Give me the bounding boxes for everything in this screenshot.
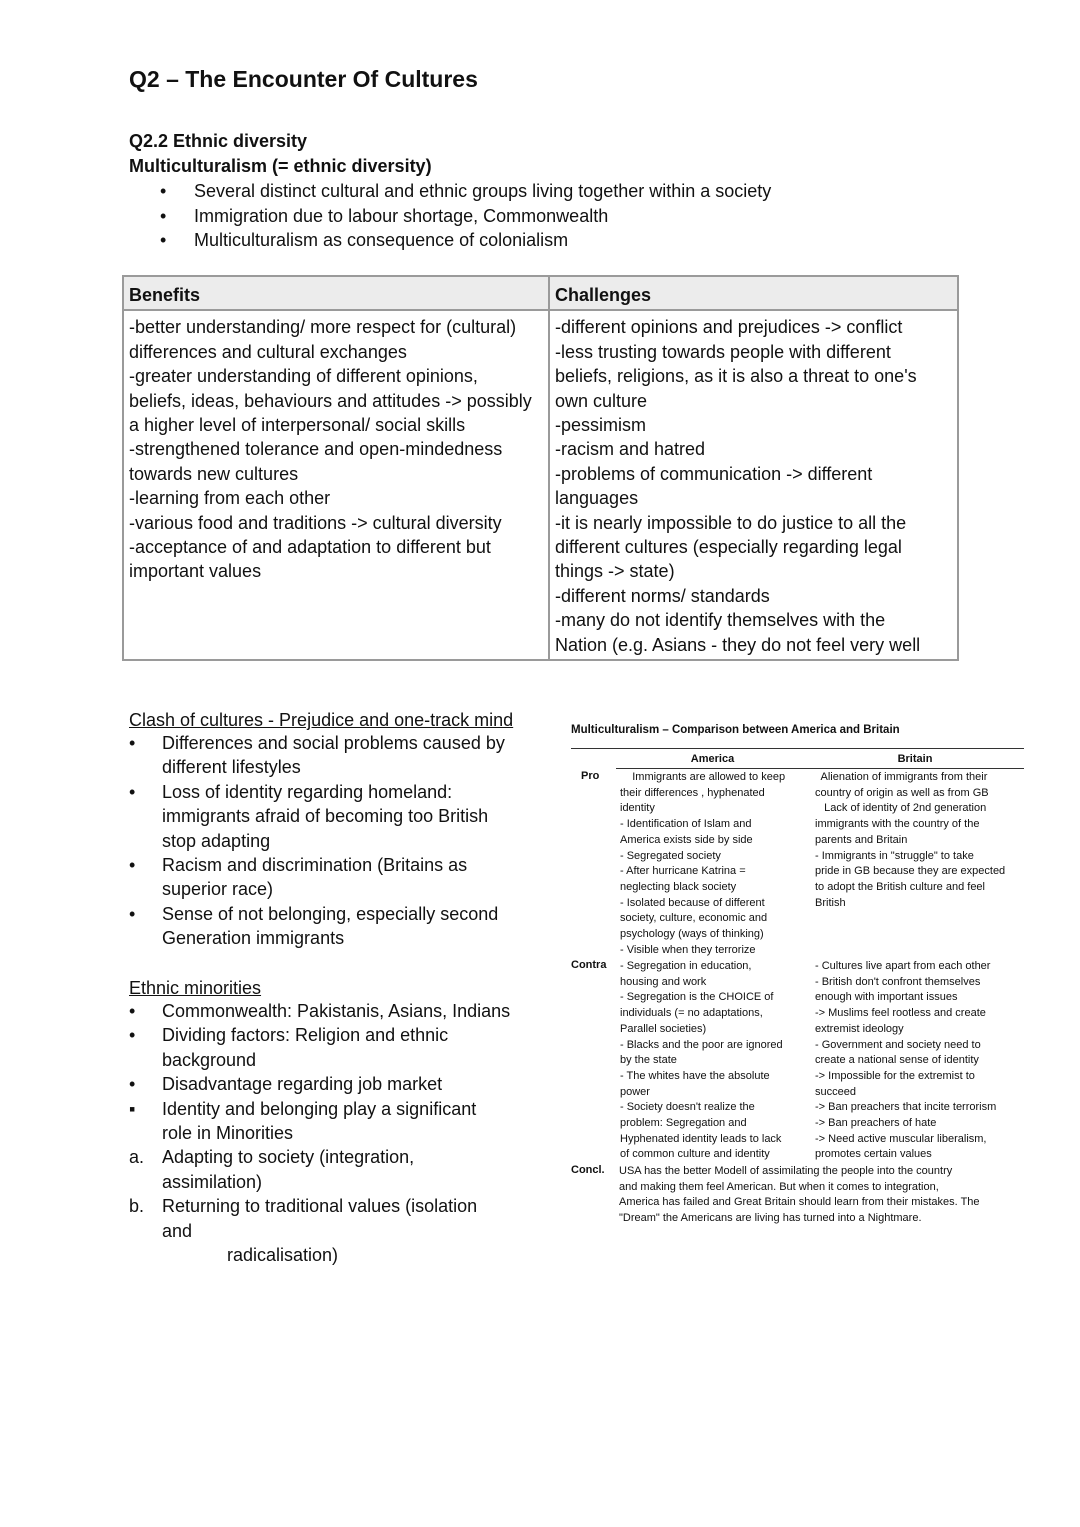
benefits-header: Benefits [123,276,549,310]
comparison-divider [571,748,1024,749]
text-line: languages [555,488,639,509]
text-line: Loss of identity regarding homeland: [162,781,453,802]
bullet-marker: • [129,855,136,876]
comparison-title: Multiculturalism – Comparison between America and Britain [571,724,900,736]
text-line: Identity and belonging play a significant [162,1098,477,1119]
text-line: superior race) [162,879,274,900]
list-item: • Immigration due to labour shortage, Commonwealth [160,204,834,229]
text-line: Disadvantage regarding job market [162,1074,443,1095]
clash-list [97,731,527,951]
text-line: Sense of not belonging, especially second [162,903,499,924]
list-item [97,999,527,1023]
text-line: Commonwealth: Pakistanis, Asians, Indians [162,1001,511,1021]
conclusion-cell [619,1164,980,1227]
contra-label: Contra [571,959,607,971]
text-line: -different opinions and prejudices -> conflict [555,317,903,338]
list-item [97,1023,527,1072]
bullet-marker: • [129,1025,136,1046]
section-subheading: Multiculturalism (= ethnic diversity) [129,156,432,176]
challenges-header: Challenges [549,276,958,310]
list-item: • Multiculturalism as consequence of colonialism [160,228,834,253]
page-title: Q2 – The Encounter Of Cultures [129,66,478,92]
text-line: differences and cultural exchanges [129,341,407,362]
list-item [97,780,527,853]
text-line: - Segregation is the CHOICE of [620,991,774,1004]
comparison-col-britain: Britain [897,753,933,765]
list-item: • Several distinct cultural and ethnic groups living together within a society [160,179,834,204]
text-line: enough with important issues [815,991,958,1004]
text-line: psychology (ways of thinking) [620,928,764,941]
text-line: -various food and traditions -> cultural diversity [129,512,502,533]
text-line: different lifestyles [162,757,301,778]
text-line: things -> state) [555,561,675,582]
text-line: country of origin as well as from GB [815,786,989,799]
pro-label: Pro [581,770,600,782]
text-line: extremist ideology [815,1022,904,1035]
minorities-heading: Ethnic minorities [129,978,262,998]
clash-section [129,710,559,951]
challenges-cell [549,310,958,660]
text-line: problem: Segregation and [620,1117,747,1130]
bullet-marker: • [129,781,136,802]
intro-bullet-list [160,179,834,253]
list-item [97,1097,527,1146]
text-line: create a national sense of identity [815,1054,979,1067]
text-line: -greater understanding of different opinions, [129,366,478,387]
text-line: - Cultures live apart from each other [815,960,991,972]
text-line: to adopt the British culture and feel [815,880,985,893]
bullet-marker: ▪ [129,1098,136,1119]
text-line: and [162,1220,193,1241]
text-line: - Society doesn't realize the [620,1101,755,1114]
pro-britain-cell [815,770,1005,911]
text-line: assimilation) [162,1171,263,1192]
text-line: -strengthened tolerance and open-mindedness [129,439,503,460]
text-line: immigrants afraid of becoming too British [162,806,489,827]
text-line: - Blacks and the poor are ignored [620,1038,783,1051]
text-line: - Immigrants in "struggle" to take [815,849,974,862]
bullet-marker: • [129,1074,136,1095]
text-line: Differences and social problems caused by [162,733,505,753]
text-line: immigrants with the country of the [815,818,980,831]
text-line: Adapting to society (integration, [162,1147,415,1168]
text-line: -> Ban preachers that incite terrorism [815,1101,997,1114]
text-line: identity [620,802,655,815]
text-line: individuals (= no adaptations, [620,1007,763,1020]
text-line: -less trusting towards people with different [555,341,891,362]
text-line: of common culture and identity [620,1148,770,1161]
text-line: Dividing factors: Religion and ethnic [162,1025,449,1046]
text-line: housing and work [620,975,707,988]
bullet-marker: • [129,903,136,924]
comparison-col-america: America [690,753,735,765]
text-line: Alienation of immigrants from their [815,771,988,783]
text-line: -problems of communication -> different [555,463,873,484]
text-line: - Segregation in education, [620,960,752,972]
contra-america-cell [620,959,783,1163]
text-line: power [620,1085,650,1098]
text-line: background [162,1049,257,1070]
text-line: Immigrants are allowed to keep [620,771,786,783]
text-line: - After hurricane Katrina = [620,865,746,878]
text-line: a higher level of interpersonal/ social skills [129,415,466,436]
text-line: USA has the better Modell of assimilating the people into the country [619,1165,953,1177]
bullet-marker: • [129,1001,136,1021]
text-line: their differences , hyphenated [620,786,765,799]
text-line: - British don't confront themselves [815,975,981,988]
text-line: beliefs, religions, as it is also a threat to one's [555,366,917,387]
bullet-marker: a. [129,1147,145,1168]
text-line: society, culture, economic and [620,912,768,925]
clash-heading: Clash of cultures - Prejudice and one-track mind [129,710,514,730]
text-line: -> Need active muscular liberalism, [815,1132,987,1145]
concl-label: Concl. [571,1164,605,1176]
text-line: -learning from each other [129,488,331,509]
text-line: by the state [620,1054,677,1067]
list-item [97,1145,527,1194]
text-line: - Visible when they terrorize [620,943,756,956]
bullet-marker: b. [129,1196,145,1217]
text-line: pride in GB because they are expected [815,865,1006,878]
pro-america-cell [620,770,785,958]
list-item [97,1194,527,1243]
text-line: British [815,896,846,909]
text-line: -> Ban preachers of hate [815,1117,937,1130]
list-item [97,853,527,902]
text-line: -racism and hatred [555,439,706,460]
text-line: America has failed and Great Britain should learn from their mistakes. The [619,1196,980,1209]
text-line: succeed [815,1085,856,1098]
minorities-list [97,999,527,1243]
benefits-challenges-table [122,275,959,661]
text-line: -many do not identify themselves with the [555,610,886,631]
minorities-trailing: radicalisation) [227,1245,339,1266]
text-line: - Identification of Islam and [620,818,752,831]
text-line: stop adapting [162,830,271,851]
text-line: America exists side by side [620,833,753,846]
text-line: -it is nearly impossible to do justice to all the [555,512,907,533]
text-line: Nation (e.g. Asians - they do not feel very well [555,634,921,655]
text-line: beliefs, ideas, behaviours and attitudes -> possibly [129,390,532,411]
benefits-cell [123,310,549,660]
text-line: towards new cultures [129,463,299,484]
text-line: Returning to traditional values (isolation [162,1196,478,1217]
text-line: promotes certain values [815,1148,932,1161]
bullet-marker: • [129,733,136,753]
text-line: - Segregated society [620,849,721,862]
list-item [97,902,527,951]
contra-britain-cell [815,959,996,1163]
text-line: - Government and society need to [815,1038,981,1051]
text-line: -acceptance of and adaptation to different but [129,537,491,558]
text-line: Parallel societies) [620,1022,707,1035]
minorities-section [129,978,559,1267]
list-item [97,731,527,780]
text-line: important values [129,561,262,582]
text-line: -different norms/ standards [555,585,770,606]
text-line: different cultures (especially regarding legal [555,537,902,558]
text-line: own culture [555,390,648,411]
text-line: - Isolated because of different [620,896,765,909]
section-heading: Q2.2 Ethnic diversity [129,131,308,151]
text-line: -> Impossible for the extremist to [815,1069,975,1082]
text-line: parents and Britain [815,833,908,846]
text-line: role in Minorities [162,1123,294,1144]
text-line: Lack of identity of 2nd generation [815,802,987,815]
text-line: "Dream" the Americans are living has turned into a Nightmare. [619,1212,922,1225]
comparison-header-divider [616,768,1024,769]
text-line: -better understanding/ more respect for (cultural) [129,317,517,338]
text-line: Generation immigrants [162,928,345,949]
text-line: Racism and discrimination (Britains as [162,855,468,876]
text-line: and making them feel American. But when it comes to integration, [619,1180,939,1193]
text-line: Hyphenated identity leads to lack [620,1132,782,1145]
text-line: -> Muslims feel rootless and create [815,1007,986,1020]
text-line: - The whites have the absolute [620,1069,770,1082]
text-line: -pessimism [555,415,647,436]
list-item [97,1072,527,1096]
text-line: neglecting black society [620,880,737,893]
